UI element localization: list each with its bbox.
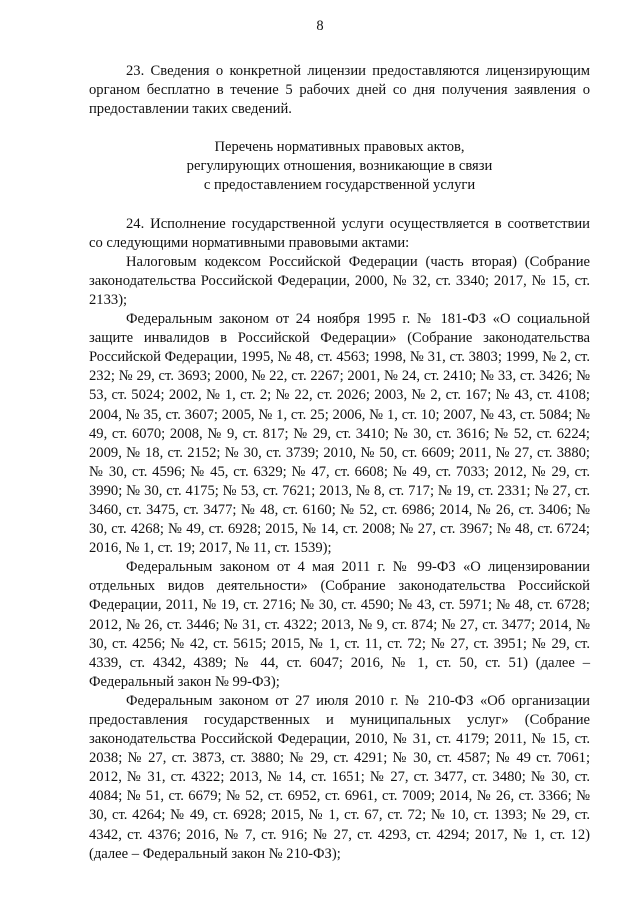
paragraph-law-99fz: Федеральным законом от 4 мая 2011 г. № 99-ФЗ «О лицензировании отдельных видов деятельности» (Собрание законодательства Российской Федерации, 2011, № 19, ст. 2716; № 30, ст. 4590; № 43, ст. 5971; № 48, ст. 6728; 2012, № 26, ст. 3446; № 31, ст. 4322; 2013, № 9, ст. 874; № 27, ст. 3477; 2014, № 30, ст. 4256; № 42, ст. 5615; 2015, № 1, ст. 11, ст. 72; № 27, ст. 3951; № 29, ст. 4339, ст. 4342, 4389; № 44, ст. 6047; 2016, № 1, ст. 50, ст. 51) (далее – Федеральный закон № 99-ФЗ); — [89, 559, 590, 690]
paragraph-23: 23. Сведения о конкретной лицензии предоставляются лицензирующим органом бесплатно в течение 5 рабочих дней со дня получения заявления о предоставлении таких сведений. — [89, 63, 590, 118]
paragraph-law-181fz: Федеральным законом от 24 ноября 1995 г. № 181-ФЗ «О социальной защите инвалидов в Российской Федерации» (Собрание законодательства Российской Федерации, 1995, № 48, ст. 4563; 1998, № 31, ст. 3803; 1999, № 2, ст. 232; № 29, ст. 3693; 2000, № 22, ст. 2267; 2001, № 24, ст. 2410; № 33, ст. 3426; № 53, ст. 5024; 2002, № 1, ст. 2; № 22, ст. 2026; 2003, № 2, ст. 167; № 43, ст. 4108; 2004, № 35, ст. 3607; 2005, № 1, ст. 25; 2006, № 1, ст. 10; 2007, № 43, ст. 5084; № 49, ст. 6070; 2008, № 9, ст. 817; № 29, ст. 3410; № 30, ст. 3616; № 52, ст. 6224; 2009, № 18, ст. 2152; № 30, ст. 3739; 2010, № 50, ст. 6609; 2011, № 27, ст. 3880; № 30, ст. 4596; № 45, ст. 6329; № 47, ст. 6608; № 49, ст. 7033; 2012, № 29, ст. 3990; № 30, ст. 4175; № 53, ст. 7621; 2013, № 8, ст. 717; № 19, ст. 2331; № 27, ст. 3460, ст. 3475, ст. 3477; № 48, ст. 6160; № 52, ст. 6986; 2014, № 26, ст. 3406; № 30, ст. 4268; № 49, ст. 6928; 2015, № 14, ст. 2008; № 27, ст. 3967; № 48, ст. 6724; 2016, № 1, ст. 19; 2017, № 11, ст. 1539); — [89, 311, 590, 557]
document-body — [89, 62, 590, 864]
paragraph-24: 24. Исполнение государственной услуги осуществляется в соответствии со следующими нормативными правовыми актами: — [89, 215, 590, 251]
heading-line-1: Перечень нормативных правовых актов, — [214, 139, 465, 156]
page-number: 8 — [316, 18, 324, 34]
section-heading — [89, 138, 590, 195]
paragraph-tax-code: Налоговым кодексом Российской Федерации (часть вторая) (Собрание законодательства Российской Федерации, 2000, № 32, ст. 3340; 2017, № 15, ст. 2133); — [89, 253, 590, 308]
heading-line-3: с предоставлением государственной услуги — [203, 177, 476, 194]
heading-line-2: регулирующих отношения, возникающие в связи — [186, 158, 493, 175]
paragraph-law-210fz: Федеральным законом от 27 июля 2010 г. № 210-ФЗ «Об организации предоставления государственных и муниципальных услуг» (Собрание законодательства Российской Федерации, 2010, № 31, ст. 4179; 2011, № 15, ст. 2038; № 27, ст. 3873, ст. 3880; № 29, ст. 4291; № 30, ст. 4587; № 49 ст. 7061; 2012, № 31, ст. 4322; 2013, № 14, ст. 1651; № 27, ст. 3477, ст. 3480; № 30, ст. 4084; № 51, ст. 6679; № 52, ст. 6952, ст. 6961, ст. 7009; 2014, № 26, ст. 3366; № 30, ст. 4264; № 49, ст. 6928; 2015, № 1, ст. 67, ст. 72; № 10, ст. 1393; № 29, ст. 4342, ст. 4376; 2016, № 7, ст. 916; № 27, ст. 4293, ст. 4294; 2017, № 1, ст. 12) (далее – Федеральный закон № 210-ФЗ); — [89, 692, 590, 862]
